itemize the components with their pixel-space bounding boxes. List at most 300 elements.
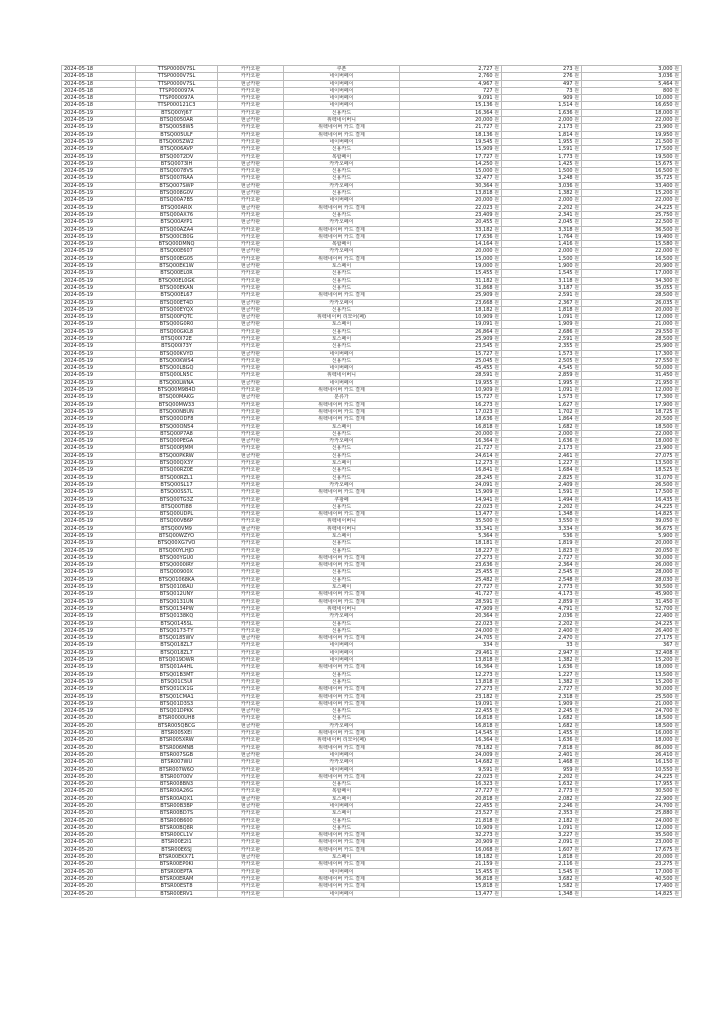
payment-method-cell: 신용카드 <box>284 678 400 685</box>
vat-cell: 1,607 원 <box>502 846 582 853</box>
order-id-cell: BTSQ00VM9 <box>136 525 218 532</box>
supply-amount-cell: 13,477 원 <box>400 511 502 518</box>
store-cell: 현금카판 <box>218 802 284 809</box>
store-cell: 카카오판 <box>218 445 284 452</box>
order-id-cell: BTSR005XRW <box>136 737 218 744</box>
vat-cell: 1,348 원 <box>502 511 582 518</box>
date-cell: 2024-05-19 <box>62 387 136 394</box>
table-row <box>62 868 682 875</box>
table-row <box>62 708 682 715</box>
date-cell: 2024-05-19 <box>62 233 136 240</box>
payment-method-cell: 신용카드 <box>284 503 400 510</box>
total-amount-cell: 20,000 원 <box>582 306 682 313</box>
table-row <box>62 87 682 94</box>
vat-cell: 1,582 원 <box>502 883 582 890</box>
supply-amount-cell: 16,364 원 <box>400 109 502 116</box>
table-row <box>62 168 682 175</box>
table-row <box>62 292 682 299</box>
order-id-cell: BTSQ0072DV <box>136 153 218 160</box>
date-cell: 2024-05-19 <box>62 569 136 576</box>
payment-method-cell: 네이버페이 <box>284 868 400 875</box>
store-cell: 현금카판 <box>218 321 284 328</box>
payment-method-cell: 쿠폰 <box>284 66 400 73</box>
table-row <box>62 109 682 116</box>
total-amount-cell: 16,500 원 <box>582 255 682 262</box>
total-amount-cell: 3,036 원 <box>582 73 682 80</box>
date-cell: 2024-05-19 <box>62 248 136 255</box>
payment-method-cell: 위펙네이버니 <box>284 372 400 379</box>
vat-cell: 1,468 원 <box>502 759 582 766</box>
date-cell: 2024-05-19 <box>62 671 136 678</box>
supply-amount-cell: 17,023 원 <box>400 408 502 415</box>
vat-cell: 1,636 원 <box>502 737 582 744</box>
total-amount-cell: 22,900 원 <box>582 795 682 802</box>
order-id-cell: BTSQ00EYQX <box>136 306 218 313</box>
vat-cell: 7,818 원 <box>502 744 582 751</box>
total-amount-cell: 20,050 원 <box>582 547 682 554</box>
total-amount-cell: 31,070 원 <box>582 474 682 481</box>
total-amount-cell: 18,725 원 <box>582 408 682 415</box>
total-amount-cell: 10,000 원 <box>582 95 682 102</box>
date-cell: 2024-05-19 <box>62 678 136 685</box>
store-cell: 현금카판 <box>218 190 284 197</box>
total-amount-cell: 23,900 원 <box>582 445 682 452</box>
store-cell: 카카오판 <box>218 832 284 839</box>
date-cell: 2024-05-18 <box>62 66 136 73</box>
vat-cell: 2,202 원 <box>502 204 582 211</box>
store-cell: 카카오판 <box>218 255 284 262</box>
order-id-cell: BTSQ019DWR <box>136 657 218 664</box>
payment-method-cell: 신용카드 <box>284 452 400 459</box>
payment-method-cell: 신용카드 <box>284 357 400 364</box>
store-cell: 카카오판 <box>218 460 284 467</box>
supply-amount-cell: 15,818 원 <box>400 883 502 890</box>
supply-amount-cell: 727 원 <box>400 87 502 94</box>
vat-cell: 1,682 원 <box>502 423 582 430</box>
store-cell: 카카오판 <box>218 846 284 853</box>
store-cell: 카카오판 <box>218 109 284 116</box>
vat-cell: 2,773 원 <box>502 584 582 591</box>
total-amount-cell: 30,000 원 <box>582 686 682 693</box>
supply-amount-cell: 27,273 원 <box>400 554 502 561</box>
date-cell: 2024-05-20 <box>62 795 136 802</box>
payment-method-cell: 위펙네이버 카드 결제 <box>284 846 400 853</box>
total-amount-cell: 20,500 원 <box>582 416 682 423</box>
order-id-cell: BTSR005QBCG <box>136 722 218 729</box>
date-cell: 2024-05-19 <box>62 109 136 116</box>
store-cell: 현금카판 <box>218 379 284 386</box>
payment-method-cell: 위펙네이버 카드 결제 <box>284 839 400 846</box>
store-cell: 현금카판 <box>218 438 284 445</box>
store-cell: 카카오판 <box>218 270 284 277</box>
table-row <box>62 890 682 897</box>
supply-amount-cell: 15,727 원 <box>400 350 502 357</box>
vat-cell: 1,514 원 <box>502 102 582 109</box>
supply-amount-cell: 13,818 원 <box>400 657 502 664</box>
payment-method-cell: 네이버페이 <box>284 890 400 897</box>
vat-cell: 3,227 원 <box>502 832 582 839</box>
payment-method-cell: 신용카드 <box>284 671 400 678</box>
vat-cell: 1,091 원 <box>502 314 582 321</box>
supply-amount-cell: 15,455 원 <box>400 868 502 875</box>
payment-method-cell: 위펙네이버 카드 결제 <box>284 635 400 642</box>
vat-cell: 2,353 원 <box>502 810 582 817</box>
supply-amount-cell: 5,364 원 <box>400 533 502 540</box>
store-cell: 카카오판 <box>218 175 284 182</box>
date-cell: 2024-05-19 <box>62 452 136 459</box>
table-row <box>62 635 682 642</box>
date-cell: 2024-05-19 <box>62 255 136 262</box>
date-cell: 2024-05-19 <box>62 496 136 503</box>
order-id-cell: BTSQ00MW33 <box>136 401 218 408</box>
vat-cell: 2,202 원 <box>502 620 582 627</box>
vat-cell: 2,947 원 <box>502 649 582 656</box>
vat-cell: 2,341 원 <box>502 211 582 218</box>
total-amount-cell: 31,450 원 <box>582 372 682 379</box>
store-cell: 카카오판 <box>218 533 284 540</box>
table-row <box>62 861 682 868</box>
total-amount-cell: 20,000 원 <box>582 854 682 861</box>
store-cell: 카카오판 <box>218 153 284 160</box>
date-cell: 2024-05-20 <box>62 883 136 890</box>
total-amount-cell: 17,955 원 <box>582 781 682 788</box>
total-amount-cell: 17,675 원 <box>582 846 682 853</box>
store-cell: 카카오판 <box>218 277 284 284</box>
table-row <box>62 781 682 788</box>
supply-amount-cell: 14,682 원 <box>400 759 502 766</box>
order-id-cell: BTSQ0138KQ <box>136 613 218 620</box>
supply-amount-cell: 15,455 원 <box>400 270 502 277</box>
payment-method-cell: 위펙네이버 카드 결제 <box>284 226 400 233</box>
date-cell: 2024-05-19 <box>62 350 136 357</box>
store-cell: 카카오판 <box>218 335 284 342</box>
supply-amount-cell: 20,000 원 <box>400 430 502 437</box>
table-row <box>62 693 682 700</box>
date-cell: 2024-05-20 <box>62 817 136 824</box>
total-amount-cell: 367 원 <box>582 642 682 649</box>
total-amount-cell: 23,275 원 <box>582 861 682 868</box>
store-cell: 카카오판 <box>218 576 284 583</box>
payment-method-cell: 위펙네이버 카드 결제 <box>284 401 400 408</box>
supply-amount-cell: 28,591 원 <box>400 598 502 605</box>
store-cell: 카카오판 <box>218 744 284 751</box>
total-amount-cell: 28,030 원 <box>582 576 682 583</box>
table-row <box>62 430 682 437</box>
vat-cell: 1,227 원 <box>502 460 582 467</box>
date-cell: 2024-05-19 <box>62 642 136 649</box>
vat-cell: 1,864 원 <box>502 416 582 423</box>
vat-cell: 2,116 원 <box>502 861 582 868</box>
total-amount-cell: 17,300 원 <box>582 350 682 357</box>
store-cell: 현금카판 <box>218 525 284 532</box>
store-cell: 카카오판 <box>218 197 284 204</box>
order-id-cell: BTSQ00A7B5 <box>136 197 218 204</box>
supply-amount-cell: 334 원 <box>400 642 502 649</box>
supply-amount-cell: 16,841 원 <box>400 467 502 474</box>
vat-cell: 3,248 원 <box>502 175 582 182</box>
table-row <box>62 496 682 503</box>
order-id-cell: BTSR00EPTA <box>136 868 218 875</box>
store-cell: 카카오판 <box>218 642 284 649</box>
order-id-cell: BTSR007W6O <box>136 766 218 773</box>
vat-cell: 1,819 원 <box>502 540 582 547</box>
payment-method-cell: 분류가 <box>284 394 400 401</box>
order-id-cell: BTSQ007RAA <box>136 175 218 182</box>
store-cell: 카카오판 <box>218 430 284 437</box>
vat-cell: 959 원 <box>502 766 582 773</box>
supply-amount-cell: 22,023 원 <box>400 204 502 211</box>
store-cell: 카카오판 <box>218 657 284 664</box>
store-cell: 현금카판 <box>218 299 284 306</box>
supply-amount-cell: 14,164 원 <box>400 241 502 248</box>
order-id-cell: TTSP000097A <box>136 95 218 102</box>
table-row <box>62 569 682 576</box>
order-id-cell: BTSR00700V <box>136 773 218 780</box>
supply-amount-cell: 19,091 원 <box>400 321 502 328</box>
total-amount-cell: 17,500 원 <box>582 146 682 153</box>
supply-amount-cell: 26,864 원 <box>400 328 502 335</box>
supply-amount-cell: 36,818 원 <box>400 875 502 882</box>
order-id-cell: BTSR00EKX71 <box>136 854 218 861</box>
order-id-cell: BTSQ00ON54 <box>136 423 218 430</box>
total-amount-cell: 5,900 원 <box>582 533 682 540</box>
order-id-cell: BTSQ01C5UI <box>136 678 218 685</box>
payment-method-cell: 카카오페이 <box>284 613 400 620</box>
total-amount-cell: 24,000 원 <box>582 817 682 824</box>
store-cell: 현금카판 <box>218 160 284 167</box>
vat-cell: 2,202 원 <box>502 503 582 510</box>
vat-cell: 273 원 <box>502 66 582 73</box>
table-row <box>62 138 682 145</box>
supply-amount-cell: 41,727 원 <box>400 591 502 598</box>
table-row <box>62 219 682 226</box>
vat-cell: 1,900 원 <box>502 263 582 270</box>
date-cell: 2024-05-19 <box>62 511 136 518</box>
date-cell: 2024-05-19 <box>62 241 136 248</box>
store-cell: 카카오판 <box>218 773 284 780</box>
date-cell: 2024-05-19 <box>62 686 136 693</box>
table-row <box>62 299 682 306</box>
order-id-cell: BTSR00E6SJ <box>136 846 218 853</box>
payment-method-cell: 신용카드 <box>284 781 400 788</box>
payment-method-cell: 신용카드 <box>284 175 400 182</box>
store-cell: 카카오판 <box>218 788 284 795</box>
total-amount-cell: 16,650 원 <box>582 102 682 109</box>
date-cell: 2024-05-19 <box>62 416 136 423</box>
store-cell: 카카오판 <box>218 66 284 73</box>
store-cell: 현금카판 <box>218 452 284 459</box>
total-amount-cell: 35,500 원 <box>582 832 682 839</box>
order-id-cell: BTSR00B600 <box>136 817 218 824</box>
vat-cell: 1,636 원 <box>502 109 582 116</box>
order-id-cell: BTSQ01A4HL <box>136 664 218 671</box>
date-cell: 2024-05-19 <box>62 328 136 335</box>
date-cell: 2024-05-19 <box>62 576 136 583</box>
order-id-cell: BTSR00A26G <box>136 788 218 795</box>
vat-cell: 2,173 원 <box>502 445 582 452</box>
vat-cell: 2,355 원 <box>502 343 582 350</box>
table-row <box>62 832 682 839</box>
supply-amount-cell: 31,182 원 <box>400 277 502 284</box>
order-id-cell: BTSQ0000IRY <box>136 562 218 569</box>
payment-method-cell: 토스페이 <box>284 533 400 540</box>
store-cell: 카카오판 <box>218 737 284 744</box>
store-cell: 카카오판 <box>218 678 284 685</box>
total-amount-cell: 18,000 원 <box>582 664 682 671</box>
vat-cell: 2,591 원 <box>502 335 582 342</box>
table-row <box>62 153 682 160</box>
supply-amount-cell: 13,818 원 <box>400 678 502 685</box>
order-id-cell: BTSQ00CB0G <box>136 233 218 240</box>
vat-cell: 1,702 원 <box>502 408 582 415</box>
vat-cell: 1,684 원 <box>502 467 582 474</box>
table-row <box>62 503 682 510</box>
vat-cell: 2,859 원 <box>502 372 582 379</box>
supply-amount-cell: 27,727 원 <box>400 584 502 591</box>
payment-method-cell: 신용카드 <box>284 576 400 583</box>
supply-amount-cell: 22,455 원 <box>400 708 502 715</box>
order-id-cell: BTSQ00YJ67 <box>136 109 218 116</box>
total-amount-cell: 18,500 원 <box>582 715 682 722</box>
store-cell: 카카오판 <box>218 102 284 109</box>
supply-amount-cell: 24,091 원 <box>400 481 502 488</box>
store-cell: 카카오판 <box>218 700 284 707</box>
vat-cell: 2,505 원 <box>502 357 582 364</box>
payment-method-cell: 토스페이 <box>284 460 400 467</box>
vat-cell: 3,187 원 <box>502 284 582 291</box>
vat-cell: 3,682 원 <box>502 875 582 882</box>
store-cell: 카카오판 <box>218 226 284 233</box>
vat-cell: 1,416 원 <box>502 241 582 248</box>
supply-amount-cell: 25,909 원 <box>400 292 502 299</box>
table-row <box>62 591 682 598</box>
store-cell: 카카오판 <box>218 613 284 620</box>
table-row <box>62 328 682 335</box>
date-cell: 2024-05-20 <box>62 773 136 780</box>
store-cell: 카카오판 <box>218 598 284 605</box>
supply-amount-cell: 19,545 원 <box>400 138 502 145</box>
date-cell: 2024-05-19 <box>62 547 136 554</box>
date-cell: 2024-05-19 <box>62 664 136 671</box>
supply-amount-cell: 25,482 원 <box>400 576 502 583</box>
payment-method-cell: 네이버페이 <box>284 138 400 145</box>
payment-method-cell: 신용카드 <box>284 824 400 831</box>
store-cell: 카카오판 <box>218 649 284 656</box>
total-amount-cell: 22,000 원 <box>582 117 682 124</box>
total-amount-cell: 26,410 원 <box>582 751 682 758</box>
total-amount-cell: 17,900 원 <box>582 401 682 408</box>
order-id-cell: BTSR00EP0KI <box>136 861 218 868</box>
date-cell: 2024-05-19 <box>62 598 136 605</box>
vat-cell: 1,682 원 <box>502 715 582 722</box>
date-cell: 2024-05-19 <box>62 138 136 145</box>
order-id-cell: BTSQ0145SL <box>136 620 218 627</box>
vat-cell: 2,773 원 <box>502 788 582 795</box>
payment-method-cell: 신용카드 <box>284 211 400 218</box>
table-row <box>62 248 682 255</box>
order-id-cell: BTSR00B3BP <box>136 802 218 809</box>
supply-amount-cell: 24,000 원 <box>400 627 502 634</box>
order-id-cell: BTSQ0108AU <box>136 584 218 591</box>
total-amount-cell: 35,055 원 <box>582 284 682 291</box>
vat-cell: 2,401 원 <box>502 751 582 758</box>
store-cell: 현금카판 <box>218 80 284 87</box>
table-row <box>62 66 682 73</box>
supply-amount-cell: 20,364 원 <box>400 613 502 620</box>
payment-method-cell: 네이버페이 <box>284 95 400 102</box>
table-row <box>62 554 682 561</box>
order-id-cell: BTSQ00YGU0 <box>136 554 218 561</box>
supply-amount-cell: 18,636 원 <box>400 416 502 423</box>
vat-cell: 1,091 원 <box>502 387 582 394</box>
date-cell: 2024-05-20 <box>62 861 136 868</box>
supply-amount-cell: 29,461 원 <box>400 649 502 656</box>
supply-amount-cell: 24,614 원 <box>400 452 502 459</box>
table-row <box>62 175 682 182</box>
store-cell: 카카오판 <box>218 423 284 430</box>
table-row <box>62 788 682 795</box>
date-cell: 2024-05-20 <box>62 846 136 853</box>
order-id-cell: BTSQ00RZ0E <box>136 467 218 474</box>
payment-method-cell: 위펙네이버 카드 결제 <box>284 861 400 868</box>
store-cell: 카카오판 <box>218 730 284 737</box>
supply-amount-cell: 23,668 원 <box>400 299 502 306</box>
date-cell: 2024-05-19 <box>62 190 136 197</box>
total-amount-cell: 25,750 원 <box>582 211 682 218</box>
supply-amount-cell: 47,909 원 <box>400 605 502 612</box>
payment-method-cell: 위펙네이버 카드 결제 <box>284 832 400 839</box>
supply-amount-cell: 4,967 원 <box>400 80 502 87</box>
vat-cell: 1,494 원 <box>502 496 582 503</box>
payment-method-cell: 신용카드 <box>284 715 400 722</box>
date-cell: 2024-05-20 <box>62 766 136 773</box>
date-cell: 2024-05-19 <box>62 562 136 569</box>
order-id-cell: BTSQ00EK1W <box>136 263 218 270</box>
vat-cell: 2,727 원 <box>502 554 582 561</box>
store-cell: 카카오판 <box>218 503 284 510</box>
total-amount-cell: 27,075 원 <box>582 452 682 459</box>
payment-method-cell: 복합페이 <box>284 241 400 248</box>
payment-method-cell: 네이버페이 <box>284 73 400 80</box>
supply-amount-cell: 19,955 원 <box>400 379 502 386</box>
order-id-cell: BTSQ00MAKG <box>136 394 218 401</box>
store-cell: 카카오판 <box>218 605 284 612</box>
total-amount-cell: 33,400 원 <box>582 182 682 189</box>
supply-amount-cell: 78,182 원 <box>400 744 502 751</box>
order-id-cell: BTSQ00SL17 <box>136 481 218 488</box>
payment-method-cell: 위펙네이버니 <box>284 117 400 124</box>
date-cell: 2024-05-20 <box>62 759 136 766</box>
vat-cell: 2,545 원 <box>502 569 582 576</box>
table-row <box>62 598 682 605</box>
table-row <box>62 335 682 342</box>
payment-method-cell: 카카오페이 <box>284 481 400 488</box>
date-cell: 2024-05-19 <box>62 460 136 467</box>
order-id-cell: BTSR007SGB <box>136 751 218 758</box>
vat-cell: 2,364 원 <box>502 562 582 569</box>
supply-amount-cell: 30,364 원 <box>400 182 502 189</box>
supply-amount-cell: 18,182 원 <box>400 306 502 313</box>
payment-method-cell: 토스페이 <box>284 795 400 802</box>
total-amount-cell: 26,400 원 <box>582 627 682 634</box>
table-row <box>62 124 682 131</box>
total-amount-cell: 16,000 원 <box>582 730 682 737</box>
total-amount-cell: 24,225 원 <box>582 204 682 211</box>
order-id-cell: BTSQ00E607 <box>136 248 218 255</box>
vat-cell: 1,632 원 <box>502 781 582 788</box>
total-amount-cell: 30,500 원 <box>582 788 682 795</box>
supply-amount-cell: 22,455 원 <box>400 802 502 809</box>
